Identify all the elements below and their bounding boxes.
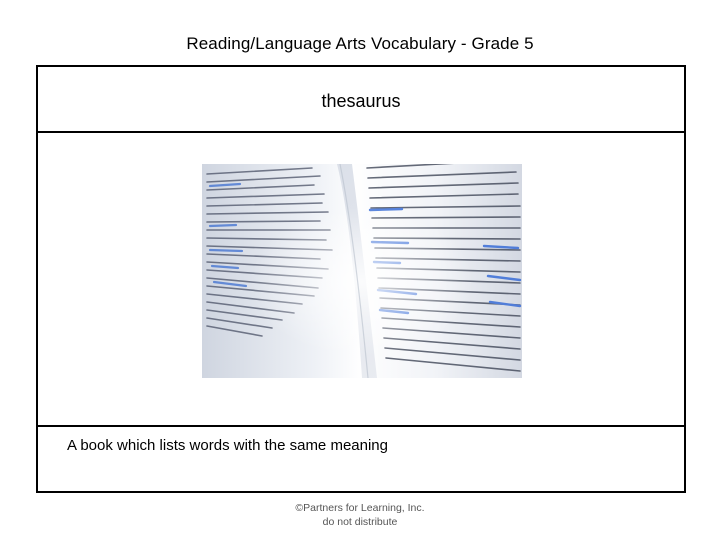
page-title: Reading/Language Arts Vocabulary - Grade 5 <box>186 34 534 53</box>
vocabulary-term: thesaurus <box>321 91 401 111</box>
definition-text: A book which lists words with the same meaning <box>67 437 388 454</box>
footer <box>0 501 720 529</box>
definition-row <box>38 427 684 491</box>
image-row <box>38 133 684 427</box>
copyright-text: ©Partners for Learning, Inc. <box>295 502 425 514</box>
term-row <box>38 67 684 133</box>
distribution-notice: do not distribute <box>322 516 398 528</box>
open-book-image <box>202 164 522 378</box>
vocabulary-card <box>36 65 686 493</box>
